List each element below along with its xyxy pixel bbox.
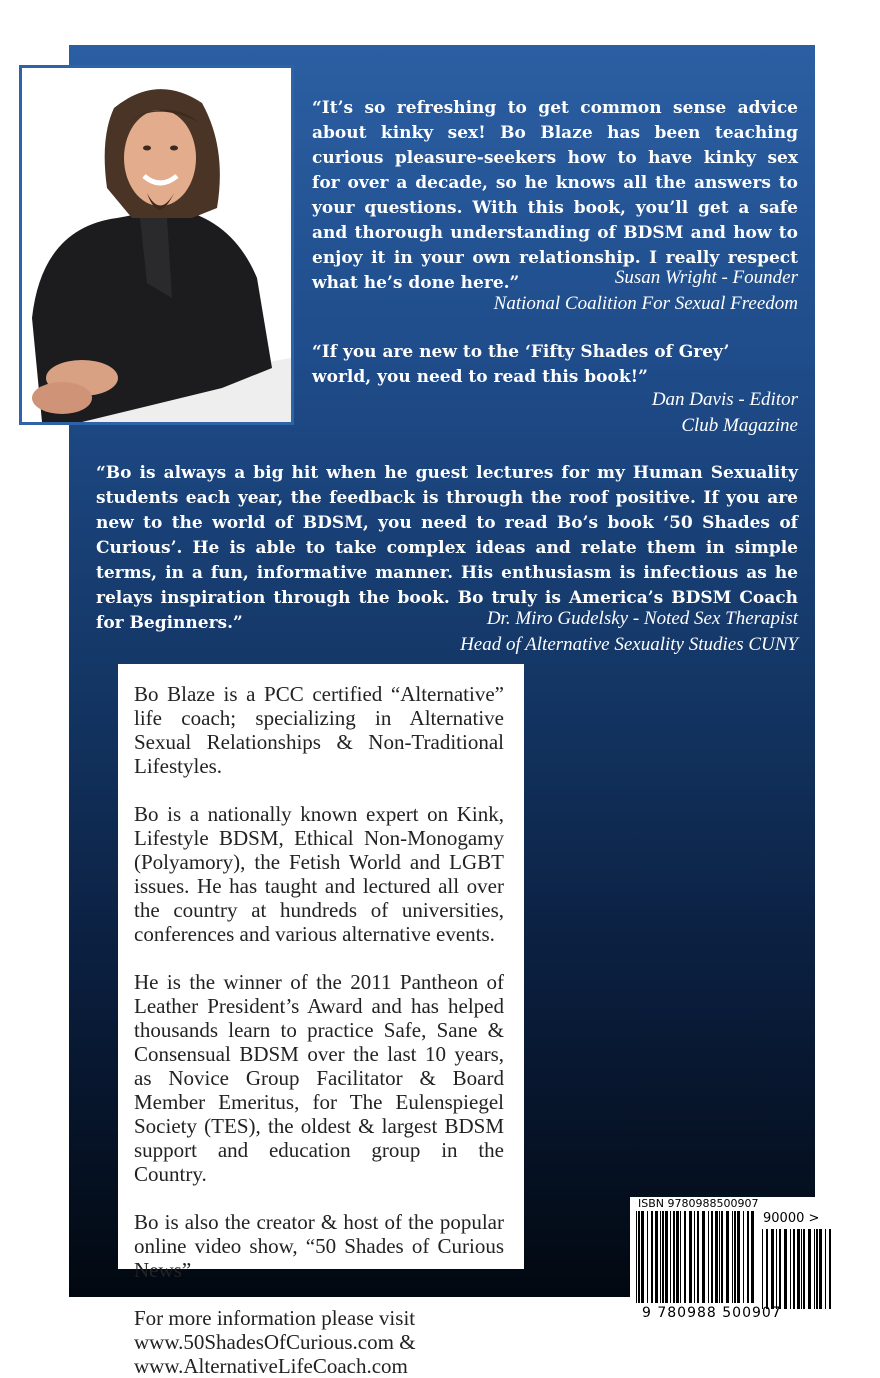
barcode-bar	[638, 1211, 640, 1303]
barcode-bar	[684, 1211, 686, 1303]
testimonial-affiliation: Head of Alternative Sexuality Studies CUNY	[460, 634, 798, 655]
barcode-bar	[694, 1211, 695, 1303]
barcode-bar	[670, 1211, 671, 1303]
testimonial-attribution	[420, 265, 798, 317]
barcode-bar	[636, 1211, 637, 1303]
barcode-bar	[641, 1211, 644, 1303]
testimonial-author: Dr. Miro Gudelsky - Noted Sex Therapist	[486, 608, 798, 629]
barcode-bar	[819, 1229, 822, 1309]
barcode-bar	[814, 1229, 815, 1309]
website-link[interactable]: www.50ShadesOfCurious.com &	[134, 1330, 416, 1354]
barcode-bar	[779, 1229, 781, 1309]
barcode-bar	[647, 1211, 648, 1303]
author-bio-box	[118, 664, 524, 1378]
barcode-bar	[771, 1229, 774, 1309]
testimonial-affiliation: National Coalition For Sexual Freedom	[493, 293, 798, 314]
testimonial-author: Susan Wright - Founder	[614, 267, 798, 288]
barcode-bar	[808, 1229, 811, 1309]
barcode-bar	[801, 1229, 802, 1309]
author-photo	[19, 65, 294, 425]
barcode-bar	[689, 1211, 692, 1303]
price-code: 90000 >	[763, 1211, 820, 1226]
testimonial-attribution	[360, 606, 798, 658]
barcode-bar	[673, 1211, 675, 1303]
bio-paragraph: Bo is a nationally known expert on Kink, Lifestyle BDSM, Ethical Non-Monogamy (Polyamory), the Fetish World and LGBT issues. He has taught and lectured all over the country at hundreds of universities, conferences and various alternative events.	[134, 802, 504, 946]
author-portrait-illustration	[22, 68, 291, 422]
more-info-text: For more information please visit	[134, 1306, 416, 1330]
barcode-bar	[662, 1211, 664, 1303]
barcode-bar	[702, 1211, 705, 1303]
barcode-bar	[715, 1211, 718, 1303]
barcode-bar	[655, 1211, 658, 1303]
barcode-bar	[726, 1211, 729, 1303]
barcode-bar	[743, 1211, 744, 1303]
bio-paragraph: Bo is also the creator & host of the popular online video show, “50 Shades of Curious News”	[134, 1210, 504, 1282]
barcode-bar	[660, 1211, 661, 1303]
barcode-bar	[676, 1211, 679, 1303]
isbn-label: ISBN 9780988500907	[638, 1197, 759, 1210]
testimonial-affiliation: Club Magazine	[681, 415, 798, 436]
barcode-bar	[793, 1229, 795, 1309]
barcode-bar	[751, 1211, 754, 1303]
bio-paragraph: He is the winner of the 2011 Pantheon of Leather President’s Award and has helped thousands learn to practice Safe, Sane & Consensual BDSM over the last 10 years, as Novice Group Facilitator & Board Member Emeritus, for The Eulenspiegel Society (TES), the oldest & largest BDSM support and education group in the Country.	[134, 970, 504, 1186]
barcode-bar	[829, 1229, 831, 1309]
barcode-bar	[816, 1229, 818, 1309]
barcode-bar	[776, 1229, 777, 1309]
barcode-bar	[651, 1211, 653, 1303]
barcode-bar	[825, 1229, 826, 1309]
barcode-addon-bars	[762, 1229, 832, 1309]
barcode-bars	[636, 1211, 758, 1303]
isbn-barcode	[630, 1197, 840, 1320]
website-link[interactable]: www.AlternativeLifeCoach.com	[134, 1354, 408, 1378]
barcode-bar	[708, 1211, 709, 1303]
more-info-block	[134, 1306, 504, 1378]
barcode-bar	[747, 1211, 749, 1303]
barcode-bar	[697, 1211, 699, 1303]
barcode-bar	[665, 1211, 668, 1303]
barcode-bar	[721, 1211, 723, 1303]
barcode-bar	[766, 1229, 768, 1309]
barcode-bar	[734, 1211, 736, 1303]
testimonial-quote: “Bo is always a big hit when he guest lectures for my Human Sexuality students each year, the feedback is through the roof positive. If you are new to the world of BDSM, you need to read Bo’s book ‘50 Shades of Curious’. He is able to take complex ideas and relate them in simple terms, in a fun, informative manner. His enthusiasm is infectious as he relays inspiration through the book. Bo truly is America’s BDSM Coach for Beginners.”	[96, 463, 798, 633]
bio-paragraph: Bo Blaze is a PCC certified “Alternative” life coach; specializing in Alternative Sexual Relationships & Non-Traditional Lifestyles.	[134, 682, 504, 778]
testimonial-attribution	[420, 387, 798, 439]
testimonial-author: Dan Davis - Editor	[651, 389, 798, 410]
barcode-bar	[732, 1211, 733, 1303]
testimonial-quote: “It’s so refreshing to get common sense advice about kinky sex! Bo Blaze has been teaching curious pleasure-seekers how to have kinky sex for over a decade, so he knows all the answers to your questions. With this book, you’ll get a safe and thorough understanding of BDSM and how to enjoy it in your own relationship. I really respect what he’s done here.”	[312, 98, 798, 293]
barcode-bar	[803, 1229, 805, 1309]
barcode-bar	[797, 1229, 800, 1309]
barcode-bar	[784, 1229, 787, 1309]
barcode-bar	[680, 1211, 681, 1303]
isbn-digits: 9 780988 500907	[642, 1305, 782, 1321]
testimonial-quote: “If you are new to the ‘Fifty Shades of Grey’ world, you need to read this book!”	[312, 342, 730, 387]
barcode-bar	[719, 1211, 720, 1303]
barcode-bar	[711, 1211, 713, 1303]
barcode-bar	[762, 1229, 763, 1309]
barcode-bar	[737, 1211, 740, 1303]
barcode-bar	[790, 1229, 791, 1309]
